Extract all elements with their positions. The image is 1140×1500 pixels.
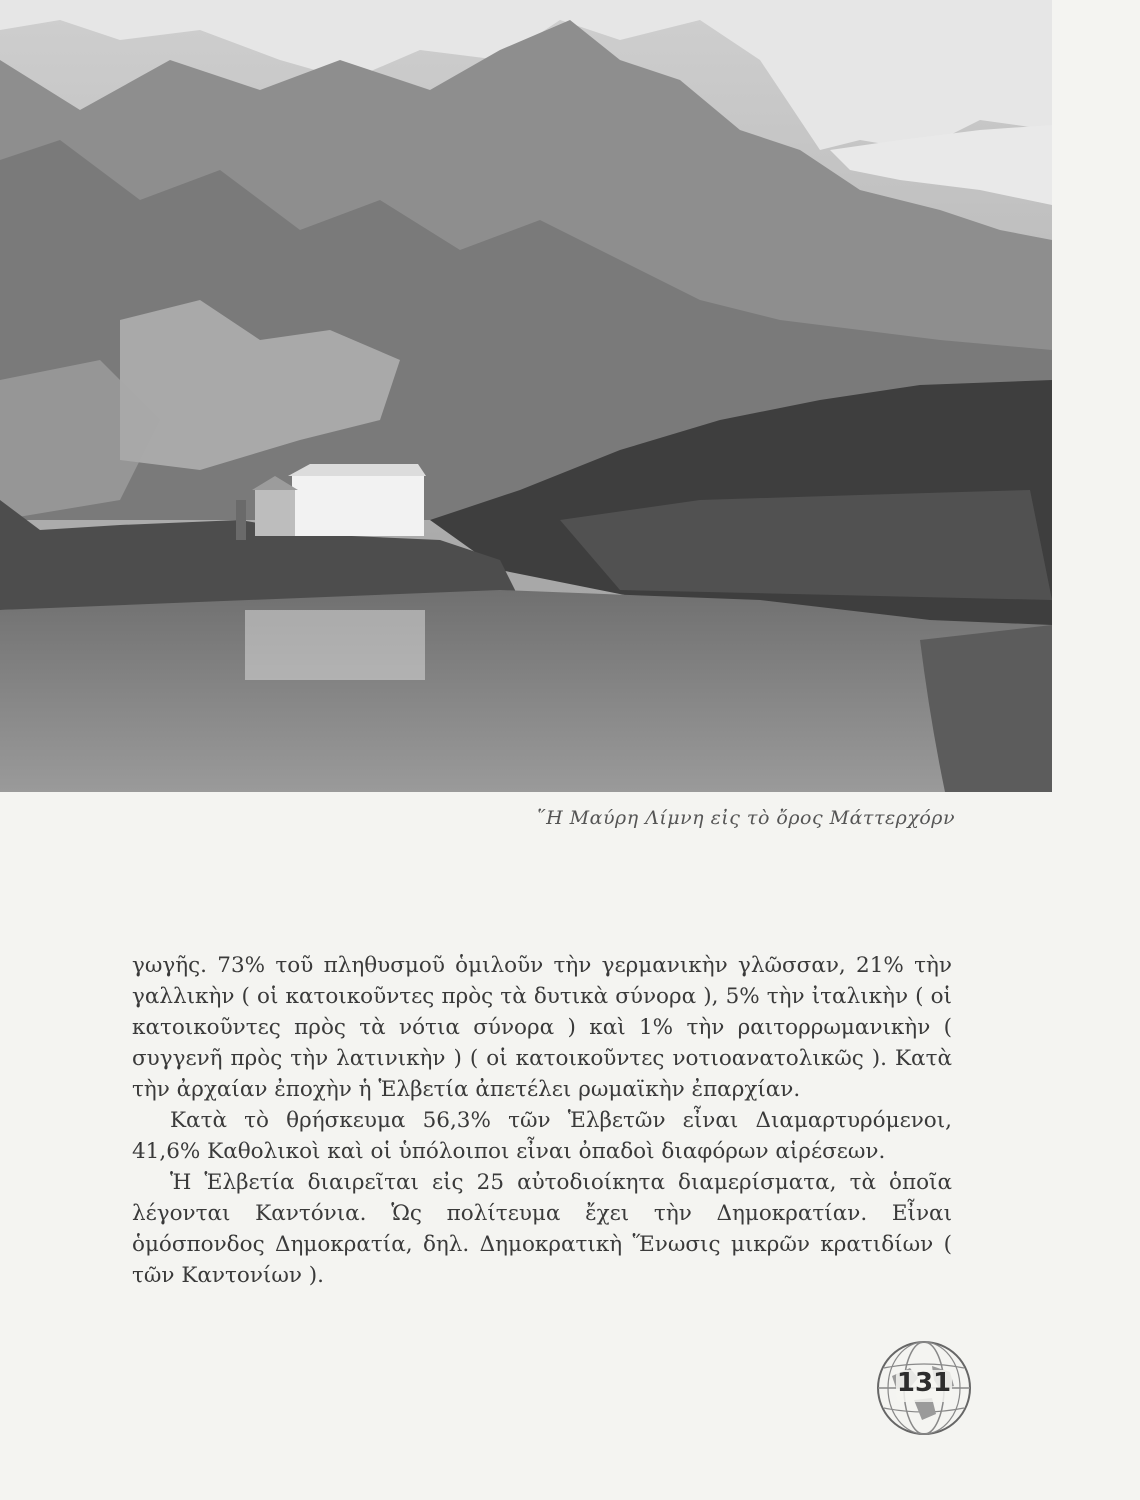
body-text (132, 950, 952, 1291)
photo-caption: ῞Η Μαύρη Λίμνη εἰς τὸ ὄρος Μάττερχόρν (536, 807, 955, 829)
paragraph-2: Κατὰ τὸ θρήσκευμα 56,3% τῶν Ἑλβετῶν εἶναι Διαμαρτυρόμενοι, 41,6% Καθολικοὶ καὶ οἱ ὑπόλοιποι εἶναι ὀπαδοὶ διαφόρων αἱρέσεων. (132, 1108, 952, 1164)
paragraph-1: γωγῆς. 73% τοῦ πληθυσμοῦ ὁμιλοῦν τὴν γερμανικὴν γλῶσσαν, 21% τὴν γαλλικὴν ( οἱ κατοικοῦντες πρὸς τὰ δυτικὰ σύνορα ), 5% τὴν ἰταλικὴν ( οἱ κατοικοῦντες πρὸς τὰ νότια σύνορα ) καὶ 1% τὴν ραιτορρωμανικὴν ( συγγενῆ πρὸς τὴν λατινικὴν ) ( οἱ κατοικοῦντες νοτιοανατολικῶς ). Κατὰ τὴν ἀρχαίαν ἐποχὴν ἡ Ἑλβετία ἀπετέλει ρωμαϊκὴν ἐπαρχίαν. (132, 953, 952, 1102)
page-number: 131 (896, 1368, 952, 1398)
landscape-photo (0, 0, 1052, 792)
paragraph-3: Ἡ Ἑλβετία διαιρεῖται εἰς 25 αὐτοδιοίκητα διαμερίσματα, τὰ ὁποῖα λέγονται Καντόνια. Ὡς πολίτευμα ἔχει τὴν Δημοκρατίαν. Εἶναι ὁμόσπονδος Δημοκρατία, δηλ. Δημοκρατικὴ Ἕνωσις μικρῶν κρατιδίων ( τῶν Καντονίων ). (132, 1170, 952, 1288)
